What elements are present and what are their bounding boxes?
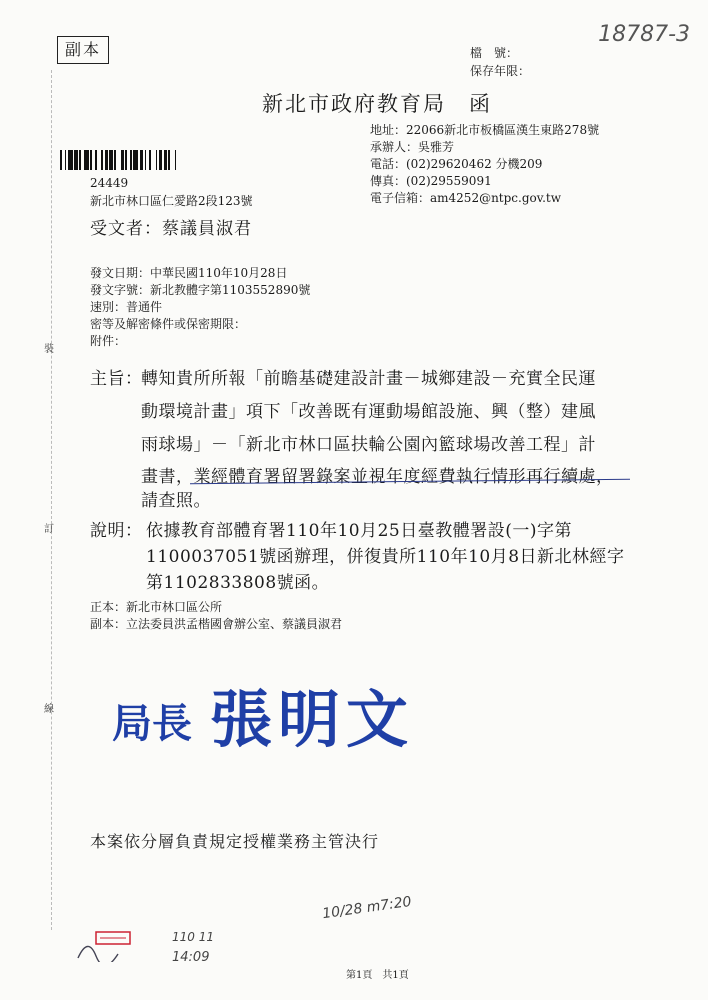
file-number-label: 檔 號：	[470, 46, 519, 60]
attachment: 附件：	[90, 334, 127, 348]
handwritten-note: 10/28 m7:20	[321, 893, 413, 923]
contact-phone: 電話：(02)29620462 分機209	[370, 157, 543, 171]
explanation-line: 依據教育部體育署110年10月25日臺教體署設(一)字第	[146, 521, 572, 541]
copy-label-box: 副本	[57, 36, 109, 64]
subject-line: 轉知貴所所報「前瞻基礎建設計畫－城鄉建設－充實全民運	[141, 369, 596, 389]
handwritten-reference: 18787-3	[598, 22, 690, 47]
agency-title: 新北市政府教育局 函	[262, 92, 492, 116]
issue-date: 發文日期：中華民國110年10月28日	[90, 266, 288, 280]
contact-fax: 傳真：(02)29559091	[370, 174, 492, 188]
binding-line	[51, 70, 52, 930]
recipient: 受文者：蔡議員淑君	[90, 219, 252, 239]
explanation-label: 說明：	[90, 521, 143, 541]
margin-mark-line: 線	[44, 704, 54, 715]
contact-address: 地址：22066新北市板橋區漢生東路278號	[370, 123, 600, 137]
authority-note: 本案依分層負責規定授權業務主管決行	[90, 832, 380, 851]
handwritten-note: 14:09	[172, 950, 210, 965]
subject-label: 主旨：	[90, 369, 143, 389]
receipt-stamp-icon	[74, 930, 132, 962]
margin-mark-staple: 訂	[44, 524, 54, 535]
copy-recipients: 副本：立法委員洪孟楷國會辦公室、蔡議員淑君	[90, 617, 343, 631]
postal-code: 24449	[90, 176, 129, 190]
contact-handler: 承辦人：吳雅芳	[370, 140, 455, 154]
subject-line: 雨球場」－「新北市林口區扶輪公園內籃球場改善工程」計	[141, 435, 596, 455]
page-number: 第1頁 共1頁	[346, 970, 409, 981]
barcode-bar	[176, 150, 179, 170]
delivery-speed: 速別：普通件	[90, 300, 163, 314]
director-signature-stamp	[112, 675, 452, 755]
contact-email: 電子信箱：am4252@ntpc.gov.tw	[370, 191, 562, 205]
main-recipient: 正本：新北市林口區公所	[90, 600, 223, 614]
recipient-address: 新北市林口區仁愛路2段123號	[90, 194, 253, 208]
explanation-line: 第1102833808號函。	[146, 573, 330, 593]
barcode	[60, 150, 250, 170]
subject-line: 請查照。	[141, 491, 211, 511]
subject-line: 動環境計畫」項下「改善既有運動場館設施、興（整）建風	[141, 402, 596, 422]
director-name: 張明文	[210, 683, 415, 755]
handwritten-note: 110 11	[172, 930, 214, 944]
margin-mark-bind: 裝	[44, 344, 54, 355]
subject-line: 畫書，業經體育署留署錄案並視年度經費執行情形再行續處，	[141, 467, 614, 487]
secrecy-level: 密等及解密條件或保密期限：	[90, 317, 247, 331]
retention-label: 保存年限：	[470, 64, 531, 78]
director-title: 局長	[112, 700, 192, 747]
explanation-line: 1100037051號函辦理，併復貴所110年10月8日新北林經字	[146, 547, 625, 567]
document-number: 發文字號：新北教體字第1103552890號	[90, 283, 311, 297]
